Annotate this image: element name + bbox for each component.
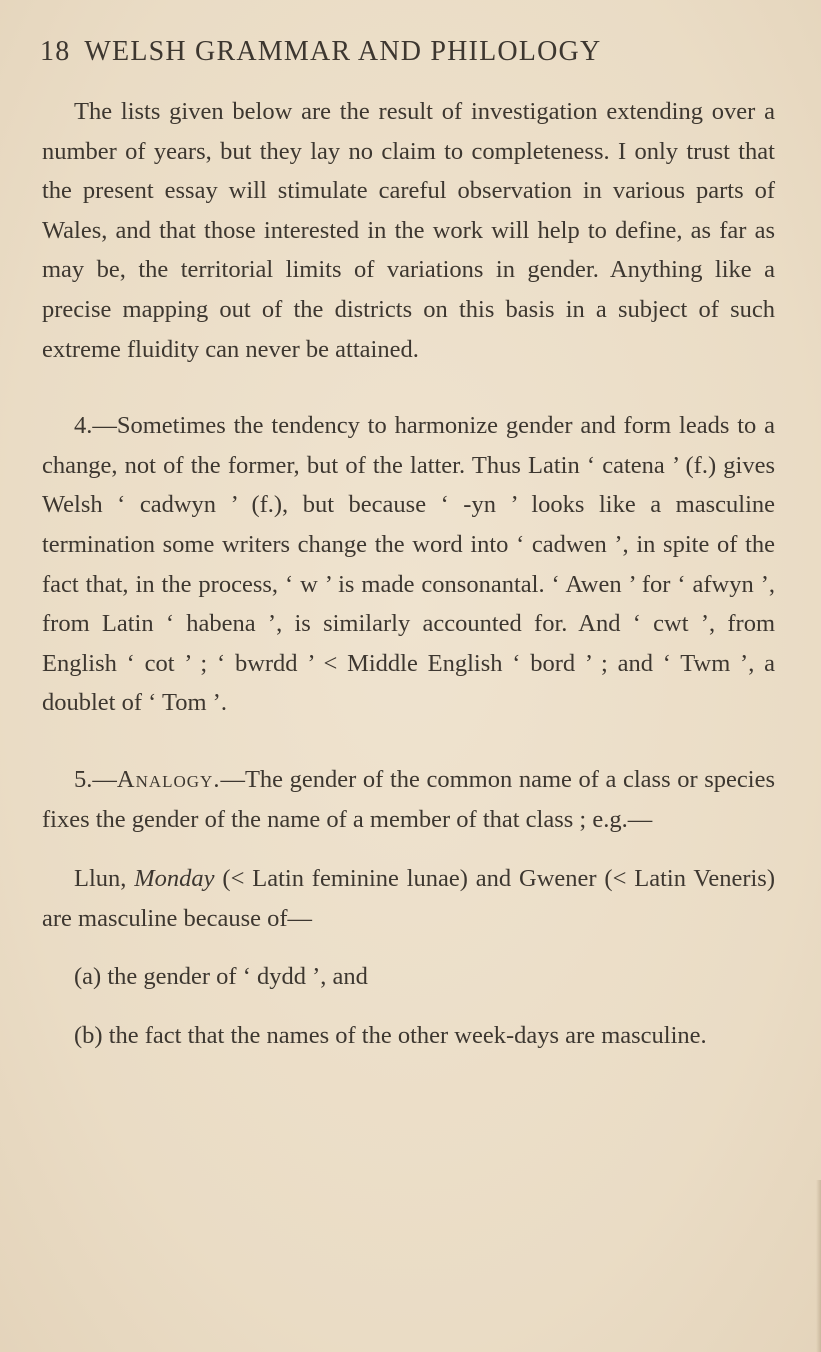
running-head <box>40 32 780 72</box>
list-text-a: the gender of ‘ dydd ’, and <box>101 963 368 991</box>
paragraph-monday <box>42 859 775 938</box>
monday-start: Llun, <box>74 865 135 893</box>
monday-italic: Monday <box>134 865 215 893</box>
paragraph-section-5 <box>42 760 775 839</box>
paragraph-section-4: 4.—Sometimes the tendency to harmonize gender and form leads to a change, not of the former, but of the latter. Thus Latin ‘ catena ’ (f.) gives Welsh ‘ cadwyn ’ (f.), but because ‘ -yn ’ looks like a masculine termination some writers change the word into ‘ cadwen ’, in spite of the fact that, in the process, ‘ w ’ is made consonantal. ‘ Awen ’ for ‘ afwyn ’, from Latin ‘ habena ’, is similarly accounted for. And ‘ cwt ’, from English ‘ cot ’ ; ‘ bwrdd ’ < Middle English ‘ bord ’ ; and ‘ Twm ’, a doublet of ‘ Tom ’. <box>42 412 775 717</box>
page-number: 18 <box>40 36 71 67</box>
paragraph-lists: The lists given below are the result of investigation extending over a number of years, but they lay no claim to completeness. I only trust that the present essay will stimulate careful observation in various parts of Wales, and that those interested in the work will help to define, as far as may be, the territorial limits of variations in gender. Anything like a precise mapping out of the districts on this basis in a subject of such extreme fluidity can never be attained. <box>42 98 775 363</box>
list-item-a <box>42 957 775 997</box>
section-text: —The gender of the common name of a class or species fixes the gender of the name of a member of that class ; e.g.— <box>42 765 775 833</box>
page-body <box>42 92 775 1055</box>
list-label-b: (b) <box>74 1021 103 1049</box>
list-label-a: (a) <box>74 963 102 991</box>
list-item-b <box>42 1016 775 1056</box>
list-text-b: the fact that the names of the other week-days are masculine. <box>102 1021 707 1049</box>
section-heading: Analogy. <box>116 765 221 793</box>
section-number: 5.— <box>74 765 117 793</box>
page-edge-shadow <box>816 1180 821 1352</box>
monday-rest: (< Latin feminine lunae) and Gwener (< Latin Veneris) are masculine because of— <box>42 865 776 932</box>
running-title: WELSH GRAMMAR AND PHILOLOGY <box>84 36 602 67</box>
